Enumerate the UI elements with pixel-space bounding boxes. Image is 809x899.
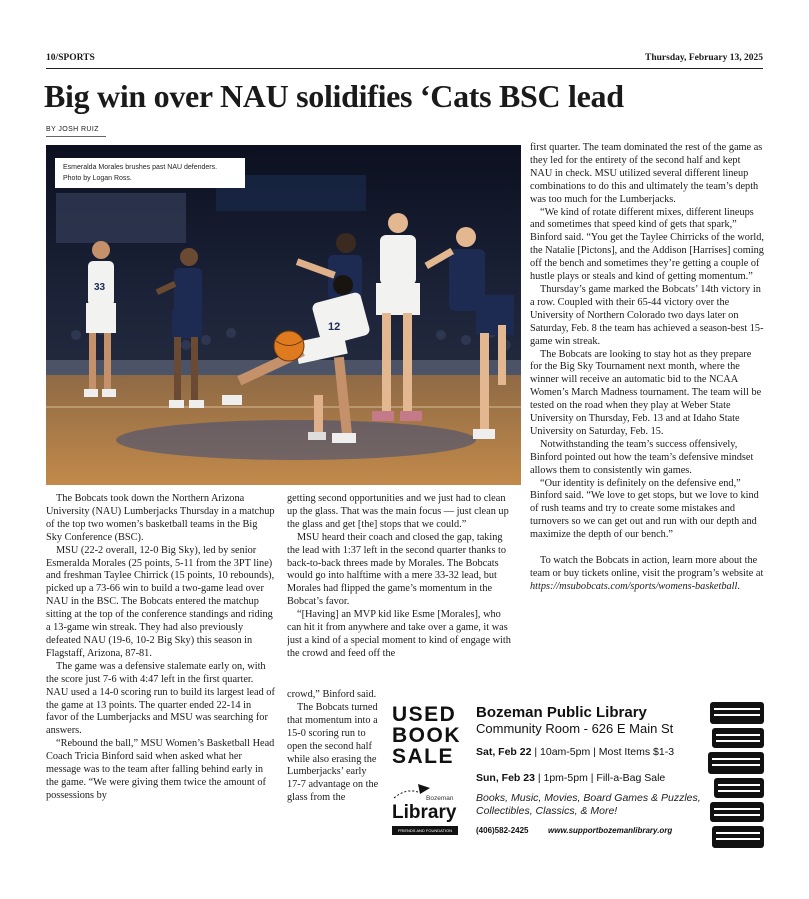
paragraph: “[Having] an MVP kid like Esme [Morales], who can hit it from anywhere and take over a game, it was just a kind of a special moment to kind of engage with the crowd and feed off the xyxy=(287,609,511,659)
paragraph: Thursday’s game marked the Bobcats’ 14th victory in a row. Coupled with their 65-44 victory over the University of Northern Colorado two days later on Saturday, Feb. 8 the team has achieved a season-best 15-game win streak. xyxy=(530,283,764,347)
paragraph: getting second opportunities and we just had to clean up the glass. That was the main focus — just clean up the glass and get [the] stops that we could.” xyxy=(287,493,509,530)
team-website-link[interactable]: https://msubobcats.com/sports/womens-basketball xyxy=(530,580,738,592)
page-header xyxy=(46,53,763,67)
ad-title: Bozeman Public Library xyxy=(476,704,647,721)
closing-paragraph: To watch the Bobcats in action, learn more about the team or buy tickets online, visit the program’s website at https://msubobcats.com/sports/womens-basketball. xyxy=(530,555,764,592)
paragraph: crowd,” Binford said. xyxy=(287,689,377,700)
ad-sunday: Sun, Feb 23 | 1pm-5pm | Fill-a-Bag Sale xyxy=(476,772,666,784)
ad-genres: Books, Music, Movies, Board Games & Puzzles, Collectibles, Classics, & More! xyxy=(476,792,701,817)
paragraph: “Our identity is definitely on the defensive end,” Binford said. “We love to get stops, but we love to kind of rush teams and try to create some mistakes and turnovers so we can get out and run with our depth and maximize the depth of our bench.” xyxy=(530,477,759,541)
book-stack-icon xyxy=(708,700,766,850)
svg-text:12: 12 xyxy=(328,321,341,333)
paragraph: MSU heard their coach and closed the gap, taking the lead with 1:37 left in the second quarter thanks to back-to-back threes made by Morales. The Bobcats would go into halftime with a mere 33-32 lead, but Morales had flipped the game’s momentum in the Bobcat’s favor. xyxy=(287,531,507,608)
byline-rule xyxy=(46,136,106,137)
photo-caption: Esmeralda Morales brushes past NAU defenders. Photo by Logan Ross. xyxy=(55,158,245,188)
ad-website[interactable]: www.supportbozemanlibrary.org xyxy=(548,826,673,835)
ad-headline: USED BOOK SALE xyxy=(392,703,461,768)
article-column-2-continued xyxy=(287,689,380,849)
paragraph: The game was a defensive stalemate early on, with the score just 7-6 with 4:47 left in the first quarter. NAU used a 14-0 scoring run to build its largest lead of the game at 13 points. The quarter ended 22-14 in favor of the Lumberjacks and MSU was searching for answers. xyxy=(46,660,275,737)
article-column-2 xyxy=(287,493,517,689)
paragraph: “We kind of rotate different mixes, different lineups and sometimes that speed kind of gets that spark,” Binford said. “You get the Taylee Chirricks of the world, the Natalie [Pictons], and the Addison [Harrises] coming off the bench and sometimes they’re getting a couple of hustle plays or steals and kind of getting momentum.” xyxy=(530,206,764,283)
byline: BY JOSH RUIZ xyxy=(46,126,99,133)
paragraph: Notwithstanding the team’s success offensively, Binford pointed out how the team’s defensive mindset allows them to consistently win games. xyxy=(530,438,754,476)
paragraph: “Rebound the ball,” MSU Women’s Basketball Head Coach Tricia Binford said when asked what her message was to the team after falling behind early in the game. “We were giving them twice the amount of possessions by xyxy=(46,738,275,801)
paragraph: first quarter. The team dominated the rest of the game as they led for the entirety of the second half and kept NAU in check. MSU utilized several different lineup combinations to do this and ultimately the team’s depth was too much for the Lumberjacks. xyxy=(530,142,763,205)
headline: Big win over NAU solidifies ‘Cats BSC lead xyxy=(44,78,624,114)
paragraph: The Bobcats are looking to stay hot as they prepare for the Big Sky Tournament next month, where the winner will receive an automatic bid to the NCAA Women’s March Madness tournament. The team will be tested on the road when they play at Weber State University on Thursday, Feb. 13 and at Idaho State University on Saturday, Feb. 15. xyxy=(530,348,762,437)
section-label: 10/SPORTS xyxy=(46,53,95,63)
issue-date: Thursday, February 13, 2025 xyxy=(645,53,763,63)
article-column-3 xyxy=(530,142,765,692)
article-column-1 xyxy=(46,493,275,853)
ad-phone: (406)582-2425 xyxy=(476,826,529,835)
ad-venue: Community Room - 626 E Main St xyxy=(476,721,674,736)
book-sale-ad: USED BOOK SALE Bozeman Library FRIENDS AND FOUNDATION Bozeman Public Library Community Room - 626 E Main St Sat, Feb 22 | 10am-5pm | Most Items $1-3 Sun, Feb 23 | 1pm-5pm | Fill-a-Bag Sale Books, Music, Movies, Board Games & Puzzles, Collectibles, Classics, & More! (406)582-2425 www.supportbozemanlibrary.org xyxy=(388,700,766,850)
paragraph: The Bobcats took down the Northern Arizona University (NAU) Lumberjacks Thursday in a matchup of the top two women’s basketball teams in the Big Sky Conference (BSC). xyxy=(46,493,275,543)
basketball-action-illustration xyxy=(46,145,521,485)
paragraph: MSU (22-2 overall, 12-0 Big Sky), led by senior Esmeralda Morales (25 points, 5-11 from the 3PT line) and freshman Taylee Chirrick (15 points, 10 rebounds), picked up a 73-66 win to build a two-game lead over NAU in the BSC. The Bobcats entered the matchup sitting at the top of the conference standings and riding a 13-game win streak. They had also previously defeated NAU (19-6, 10-2 Big Sky) this season in Flagstaff, Arizona, 87-81. xyxy=(46,544,275,659)
scoreboard-shape xyxy=(56,193,186,243)
ad-saturday: Sat, Feb 22 | 10am-5pm | Most Items $1-3 xyxy=(476,746,675,758)
center-logo xyxy=(116,420,476,460)
paragraph: The Bobcats turned that momentum into a 15-0 scoring run to open the second half while also erasing the Lumberjacks’ early 17-7 advantage on the glass from the xyxy=(287,701,379,804)
svg-text:33: 33 xyxy=(94,282,106,293)
game-photo xyxy=(46,145,521,485)
header-rule xyxy=(46,68,763,69)
